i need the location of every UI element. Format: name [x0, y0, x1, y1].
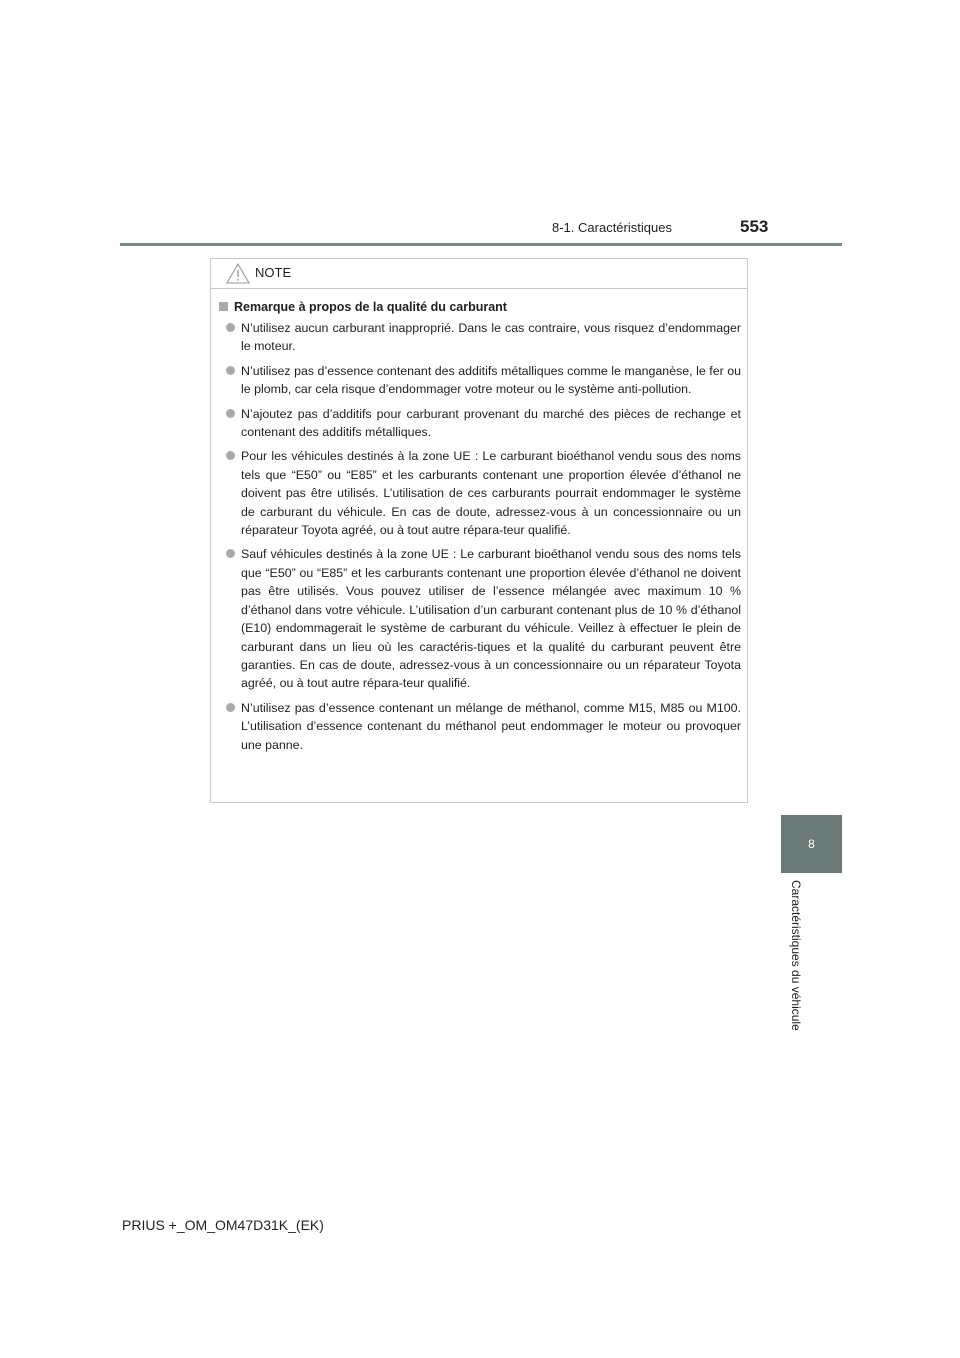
list-item — [226, 362, 741, 399]
bullet-icon — [226, 323, 235, 332]
note-heading — [219, 300, 741, 314]
section-title: 8-1. Caractéristiques — [552, 220, 672, 235]
list-item-text: N’utilisez aucun carburant inapproprié. Dans le cas contraire, vous risquez d’endommager le moteur. — [241, 321, 741, 354]
bullet-icon — [226, 409, 235, 418]
bullet-icon — [226, 451, 235, 460]
list-item — [226, 405, 741, 442]
list-item-text: N’ajoutez pas d’additifs pour carburant provenant du marché des pièces de rechange et contenant des additifs métalliques. — [241, 406, 741, 440]
note-header — [211, 259, 747, 289]
list-item-text: N’utilisez pas d’essence contenant un mélange de méthanol, comme M15, M85 ou M100. L’utilisation d’essence contenant du méthanol peut endommager le moteur ou provoquer une panne. — [241, 700, 741, 752]
header-rule — [120, 243, 842, 246]
list-item — [226, 319, 741, 356]
bullet-icon — [226, 549, 235, 558]
list-item — [226, 447, 741, 539]
chapter-number: 8 — [808, 837, 815, 851]
list-item-text: N’utilisez pas d’essence contenant des additifs métalliques comme le manganèse, le fer ou le plomb, car cela risque d’endommager votre moteur ou le système anti-pollution. — [241, 363, 741, 397]
note-heading-text: Remarque à propos de la qualité du carburant — [234, 300, 507, 314]
list-item-text: Sauf véhicules destinés à la zone UE : Le carburant bioéthanol vendu sous des noms tels que “E50” ou “E85” et les carburants contenant une proportion élevée d’éthanol ne doivent pas être utilisés. Vous pouvez utiliser de l’essence mélangée avec maximum 10 % d’éthanol dans votre véhicule. L’utilisation d’un carburant contenant plus de 10 % d’éthanol (E10) endommagerait le système de carburant du véhicule. Veillez à effectuer le plein de carburant dans un lieu où les caractéris-tiques et la qualité du carburant peuvent être garanties. En cas de doute, adressez-vous à un concessionnaire ou un réparateur Toyota agréé, ou à tout autre répara-teur qualifié. — [241, 547, 741, 691]
note-body — [211, 289, 747, 754]
square-bullet-icon — [219, 302, 228, 311]
note-label: NOTE — [255, 265, 292, 280]
warning-icon — [226, 263, 250, 284]
document-code: PRIUS +_OM_OM47D31K_(EK) — [122, 1217, 324, 1233]
list-item-text: Pour les véhicules destinés à la zone UE : Le carburant bioéthanol vendu sous des noms tels que “E50” ou “E85” et les carburants contenant une proportion élevée d’éthanol ne doivent pas être utilisés. L’utilisation de ces carburants pourrait endommager le système de carburant du véhicule. En cas de doute, adressez-vous à un concessionnaire ou un réparateur Toyota agréé, ou à tout autre répara-teur qualifié. — [241, 449, 741, 538]
chapter-tab — [781, 815, 842, 873]
chapter-title: Caractéristiques du véhicule — [789, 880, 803, 1031]
page-number: 553 — [740, 217, 769, 236]
list-item — [226, 545, 741, 692]
bullet-icon — [226, 366, 235, 375]
note-box — [210, 258, 748, 803]
list-item — [226, 699, 741, 754]
bullet-icon — [226, 703, 235, 712]
